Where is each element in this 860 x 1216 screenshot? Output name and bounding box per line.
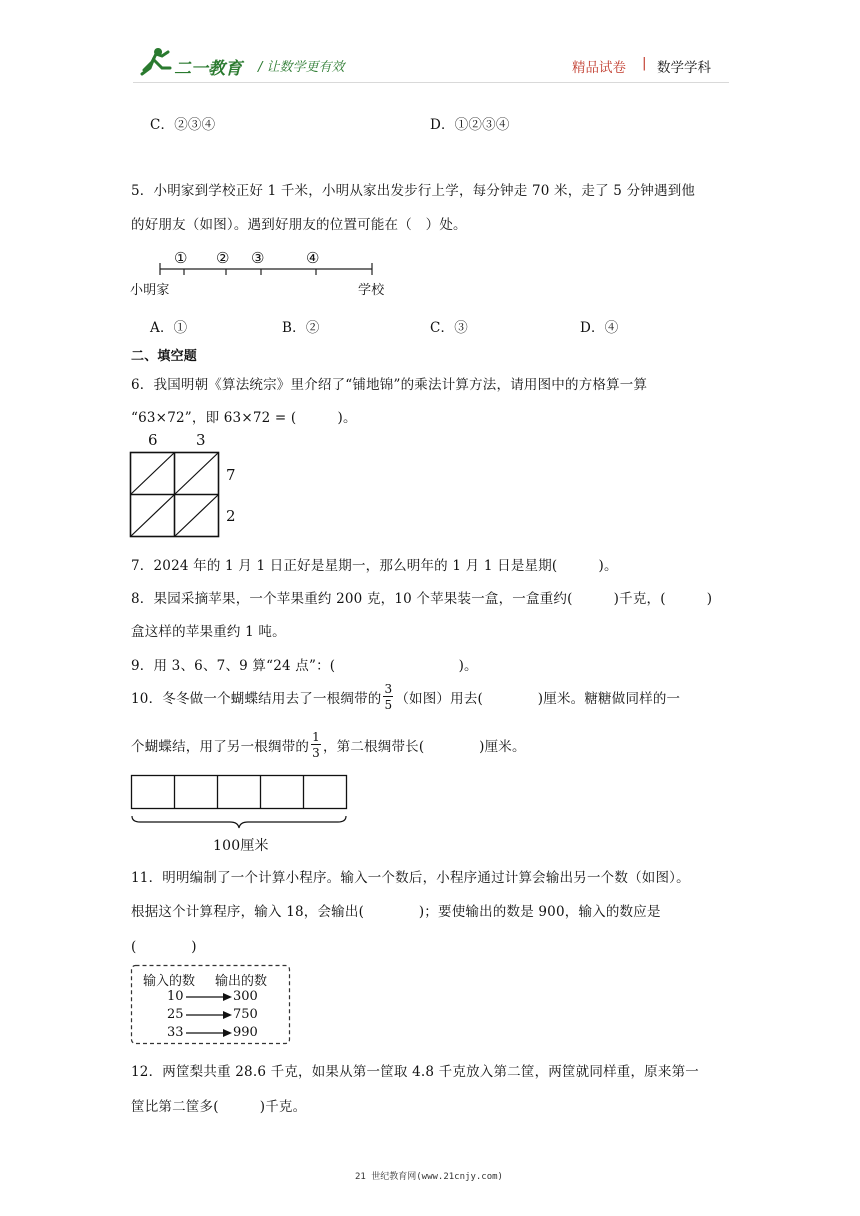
- q10-line2-end: ，第二根绸带长( )厘米。: [322, 739, 526, 755]
- fraction-one-third: [311, 731, 321, 759]
- q5-option-a: A．①: [150, 320, 188, 336]
- fraction-three-fifths: [383, 683, 393, 711]
- q11-output-value: 750: [233, 1007, 258, 1022]
- fraction-numerator: 1: [312, 730, 320, 744]
- q4-option-d: D．①②③④: [430, 117, 510, 133]
- arrow-right-icon: [185, 1027, 235, 1039]
- q6-text-line2: “63×72”，即 63×72 = ( )。: [131, 410, 357, 426]
- q6-top-digit: 6: [148, 431, 158, 449]
- q10-line1-start: 10．冬冬做一个蝴蝶结用去了一根绸带的: [131, 691, 382, 707]
- q4-option-c: C．②③④: [150, 117, 216, 133]
- q6-right-digit: 2: [226, 507, 236, 525]
- q5-label-home: 小明家: [130, 283, 170, 298]
- logo-text: 二一教育: [174, 59, 242, 79]
- q7-text: 7．2024 年的 1 月 1 日正好是星期一，那么明年的 1 月 1 日是星期( )。: [131, 558, 618, 574]
- arrow-right-icon: [185, 1009, 235, 1021]
- q11-output-value: 990: [233, 1025, 258, 1040]
- q6-right-digit: 7: [226, 466, 236, 484]
- q11-input-value: 10: [167, 989, 184, 1004]
- q5-label-school: 学校: [358, 283, 385, 298]
- arrow-right-icon: [185, 991, 235, 1003]
- fraction-numerator: 3: [384, 682, 393, 696]
- q11-text-line2: 根据这个计算程序，输入 18，会输出( )；要使输出的数是 900，输入的数应是: [131, 904, 661, 920]
- q11-header-output: 输出的数: [215, 974, 268, 989]
- q10-length-label: 100厘米: [213, 838, 269, 854]
- q11-header-input: 输入的数: [143, 974, 196, 989]
- q8-text-line1: 8．果园采摘苹果，一个苹果重约 200 克，10 个苹果装一盒，一盒重约( )千克，( ): [131, 591, 713, 607]
- header-separator: |: [642, 55, 647, 71]
- q5-option-b: B．②: [282, 320, 320, 336]
- q5-mark-3: ③: [251, 249, 265, 267]
- q10-ribbon-bar: [130, 774, 350, 830]
- q5-mark-1: ①: [174, 249, 188, 267]
- q10-text-line1: [131, 683, 680, 711]
- q10-line1-end: （如图）用去( )厘米。糖糖做同样的一: [395, 691, 681, 707]
- q5-mark-4: ④: [306, 249, 320, 267]
- runner-logo-icon: [136, 44, 176, 78]
- q10-line2-start: 个蝴蝶结，用了另一根绸带的: [131, 739, 310, 755]
- header-label-subject: 数学学科: [657, 60, 711, 76]
- q5-text-line2: 的好朋友（如图）。遇到好朋友的位置可能在（ ）处。: [131, 217, 467, 233]
- header-label-premium: 精品试卷: [572, 60, 626, 76]
- q6-text-line1: 6．我国明朝《算法统宗》里介绍了“铺地锦”的乘法计算方法，请用图中的方格算一算: [131, 377, 648, 393]
- q10-text-line2: [131, 731, 526, 759]
- q11-text-line1: 11．明明编制了一个计算小程序。输入一个数后，小程序通过计算会输出另一个数（如图）。: [131, 870, 690, 886]
- q11-input-value: 33: [167, 1025, 184, 1040]
- fraction-denominator: 3: [312, 746, 320, 760]
- section-title-fill-in: 二、填空题: [131, 349, 198, 364]
- q5-option-d: D．④: [580, 320, 619, 336]
- q5-mark-2: ②: [216, 249, 230, 267]
- q6-lattice-grid: [129, 451, 221, 539]
- q12-text-line2: 筐比第二筐多( )千克。: [131, 1099, 307, 1115]
- header-slogan: / 让数学更有效: [258, 60, 345, 75]
- q12-text-line1: 12．两筐梨共重 28.6 千克，如果从第一筐取 4.8 千克放入第二筐，两筐就同样重，原来第一: [131, 1064, 699, 1080]
- q11-output-value: 300: [233, 989, 258, 1004]
- q6-top-digit: 3: [196, 431, 206, 449]
- q11-text-line3: ( ): [131, 939, 197, 955]
- q11-input-value: 25: [167, 1007, 184, 1022]
- page-footer: 21 世纪教育网(www.21cnjy.com): [355, 1172, 503, 1182]
- q9-text: 9．用 3、6、7、9 算“24 点”：( )。: [131, 658, 478, 674]
- q5-option-c: C．③: [430, 320, 468, 336]
- q5-text-line1: 5．小明家到学校正好 1 千米，小明从家出发步行上学，每分钟走 70 米，走了 5 分钟遇到他: [131, 183, 696, 199]
- header-divider: [133, 82, 729, 83]
- fraction-denominator: 5: [384, 698, 393, 712]
- q8-text-line2: 盒这样的苹果重约 1 吨。: [131, 624, 286, 640]
